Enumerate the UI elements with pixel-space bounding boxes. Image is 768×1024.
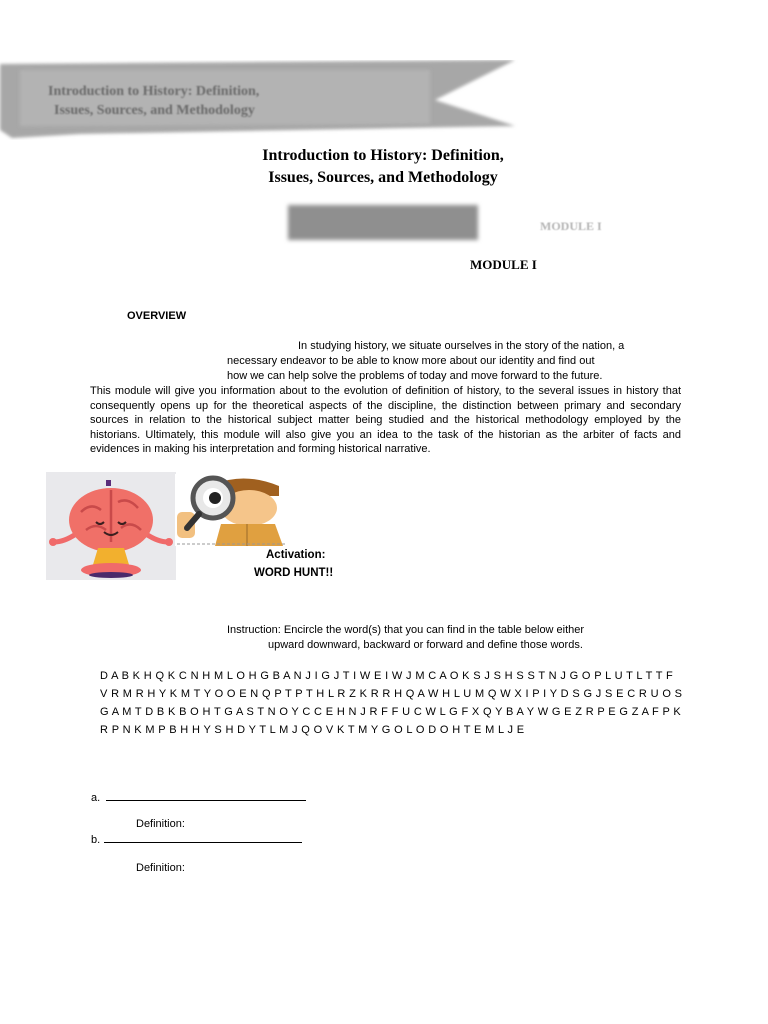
- banner-title: Introduction to History: Definition, Issues, Sources, and Methodology: [48, 84, 260, 118]
- module-label-faint: MODULE I: [540, 219, 602, 233]
- module-label: MODULE I: [470, 257, 537, 272]
- magnifying-glass-detective-illustration: [175, 474, 287, 546]
- intro-line-1: In studying history, we situate ourselves in the story of the nation, a: [298, 340, 625, 352]
- overview-paragraph: This module will give you information about to the evolution of definition of history, to the several issues in history that consequently opens up for the theoretical aspects of the discipline, the distinction between primary and secondary sources in relation to the historical subject matter being studied and the historical methodology employed by the historians. Ultimately, this module will also give you an idea to the task of the historian as the arbiter of facts and evidences in making his interpretation and forming historical narrative.: [90, 385, 681, 456]
- answer-b-label: b.: [91, 834, 101, 846]
- intro-line-3: how we can help solve the problems of today and move forward to the future.: [227, 370, 603, 382]
- word-grid-row-3: G A M T D B K B O H T G A S T N O Y C C E H N J R F F U C W L G F X Q Y B A Y W G E Z R P E G Z A F P K: [100, 706, 682, 718]
- answer-a-label: a.: [91, 792, 101, 804]
- instruction-line-1: Instruction: Encircle the word(s) that you can find in the table below either: [227, 624, 585, 636]
- word-grid-row-4: R P N K M P B H H Y S H D Y T L M J Q O V K T M Y G O L O D O H T E M L J E: [100, 724, 525, 736]
- intro-line-2: necessary endeavor to be able to know more about our identity and find out: [227, 355, 595, 367]
- answer-a: [91, 790, 306, 804]
- word-hunt-title: WORD HUNT!!: [254, 567, 334, 579]
- overview-heading: OVERVIEW: [127, 310, 187, 322]
- instruction-line-2: upward downward, backward or forward and define those words.: [268, 639, 583, 651]
- meditating-brain-illustration: [46, 472, 176, 580]
- activation-label: Activation:: [266, 549, 326, 561]
- answer-b-blank[interactable]: [104, 832, 302, 843]
- word-grid-row-1: D A B K H Q K C N H M L O H G B A N J I G J T I W E I W J M C A O K S J S H S S T N J G O P L U T L T T F: [100, 670, 674, 682]
- blurred-gray-box: [288, 205, 478, 240]
- page-title: Introduction to History: Definition, Issues, Sources, and Methodology: [262, 147, 504, 186]
- answer-b: [91, 832, 302, 846]
- word-grid-row-2: V R M R H Y K M T Y O O E N Q P T P T H L R Z K R R H Q A W H L U M Q W X I P I Y D S G J S E C R U O S: [100, 688, 683, 700]
- definition-a-label: Definition:: [136, 818, 185, 830]
- answer-a-blank[interactable]: [106, 790, 306, 801]
- definition-b-label: Definition:: [136, 862, 185, 874]
